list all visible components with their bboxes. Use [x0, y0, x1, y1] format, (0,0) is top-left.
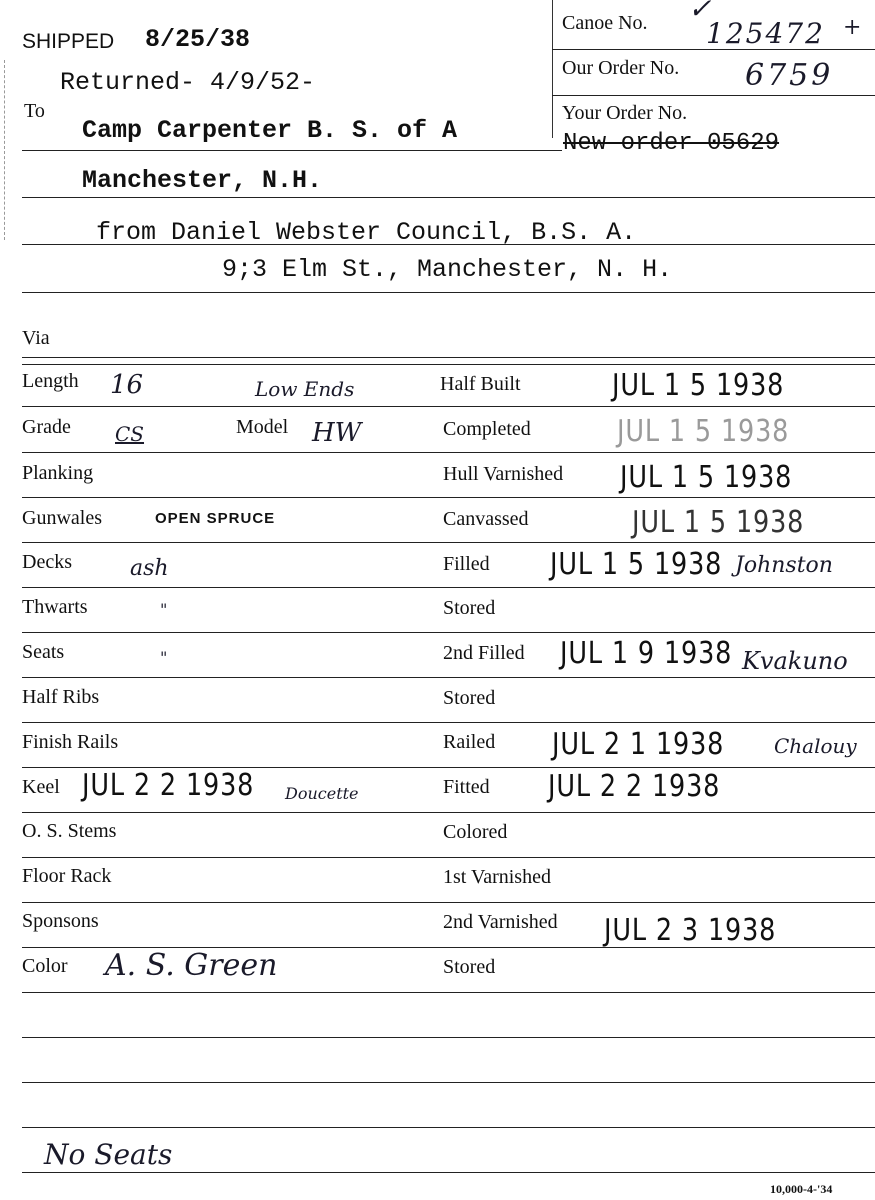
railed-stamp: JUL 2 1 1938	[552, 727, 725, 762]
footer-note: No Seats	[44, 1138, 173, 1171]
row-divider	[22, 677, 875, 678]
length-value: 16	[110, 370, 144, 400]
canvassed-label: Canvassed	[443, 508, 529, 530]
from-line-1: from Daniel Webster Council, B.S. A.	[96, 218, 637, 247]
model-value: HW	[312, 418, 362, 448]
second-filled-signature: Kvakuno	[742, 647, 848, 675]
to-label: To	[24, 100, 45, 122]
stored-label-1: Stored	[443, 597, 496, 619]
gunwales-value: OPEN SPRUCE	[155, 510, 276, 527]
canoe-no-label: Canoe No.	[562, 12, 648, 34]
row-divider	[22, 992, 875, 993]
railed-signature: Chalouy	[774, 734, 857, 758]
via-underline-1	[22, 357, 875, 358]
length-label: Length	[22, 370, 79, 392]
decks-value: ash	[130, 556, 169, 581]
stored-label-3: Stored	[443, 956, 496, 978]
returned-note: Returned- 4/9/52-	[60, 68, 316, 97]
via-underline-2	[22, 364, 875, 365]
from-line-2: 9;3 Elm St., Manchester, N. H.	[222, 255, 673, 284]
filled-stamp: JUL 1 5 1938	[550, 547, 723, 582]
thwarts-value: "	[160, 600, 168, 619]
floor-rack-label: Floor Rack	[22, 865, 112, 887]
os-stems-label: O. S. Stems	[22, 820, 117, 842]
seats-label: Seats	[22, 641, 65, 663]
row-divider	[22, 857, 875, 858]
model-label: Model	[236, 416, 289, 438]
row-divider	[22, 452, 875, 453]
completed-stamp: JUL 1 5 1938	[617, 414, 790, 449]
row-divider	[22, 902, 875, 903]
row-divider	[22, 1082, 875, 1083]
left-margin-tick	[4, 60, 5, 240]
row-divider	[22, 587, 875, 588]
seats-value: "	[160, 648, 168, 667]
canoe-no-value: 125472	[706, 17, 825, 50]
canoe-check-mark: ✓	[688, 0, 712, 25]
keel-label: Keel	[22, 776, 60, 798]
second-varnished-stamp: JUL 2 3 1938	[604, 913, 777, 948]
planking-label: Planking	[22, 462, 94, 484]
to-line-2: Manchester, N.H.	[82, 166, 323, 195]
grade-value: CS	[115, 422, 145, 446]
decks-label: Decks	[22, 551, 72, 573]
via-label: Via	[22, 327, 50, 349]
stored-label-2: Stored	[443, 687, 496, 709]
fitted-stamp: JUL 2 2 1938	[548, 769, 721, 804]
shipped-label: SHIPPED	[22, 30, 115, 53]
colored-label: Colored	[443, 821, 508, 843]
canvassed-stamp: JUL 1 5 1938	[632, 505, 805, 540]
row-divider	[22, 1037, 875, 1038]
your-order-label: Your Order No.	[562, 102, 688, 124]
to-underline-2	[22, 197, 875, 198]
filled-label: Filled	[443, 553, 490, 575]
finish-rails-label: Finish Rails	[22, 731, 119, 753]
canoe-no-dash: +	[843, 15, 862, 40]
railed-label: Railed	[443, 731, 496, 753]
shipped-date: 8/25/38	[145, 25, 251, 54]
gunwales-label: Gunwales	[22, 507, 102, 529]
length-note: Low Ends	[255, 377, 355, 401]
to-line-1: Camp Carpenter B. S. of A	[82, 116, 458, 145]
row-divider	[22, 632, 875, 633]
second-filled-stamp: JUL 1 9 1938	[560, 636, 733, 671]
row-divider	[22, 406, 875, 407]
row-divider	[22, 722, 875, 723]
sponsons-label: Sponsons	[22, 910, 99, 932]
color-label: Color	[22, 955, 68, 977]
order-box-left-border	[552, 0, 553, 138]
first-varnished-label: 1st Varnished	[443, 866, 551, 888]
header-underline	[22, 292, 875, 293]
our-order-label: Our Order No.	[562, 57, 680, 79]
row-divider	[22, 812, 875, 813]
order-box-row-divider	[552, 95, 875, 96]
row-divider	[22, 542, 875, 543]
row-divider	[22, 1172, 875, 1173]
your-order-value: New order 05629	[563, 130, 780, 157]
hull-varnished-stamp: JUL 1 5 1938	[620, 460, 793, 495]
completed-label: Completed	[443, 418, 531, 440]
second-varnished-label: 2nd Varnished	[443, 911, 558, 933]
to-underline	[22, 150, 562, 151]
our-order-value: 6759	[745, 58, 834, 93]
half-built-stamp: JUL 1 5 1938	[612, 368, 785, 403]
half-ribs-label: Half Ribs	[22, 686, 100, 708]
row-divider	[22, 497, 875, 498]
fitted-label: Fitted	[443, 776, 490, 798]
half-built-label: Half Built	[440, 373, 521, 395]
keel-stamp: JUL 2 2 1938	[82, 768, 255, 803]
form-code: 10,000-4-'34	[770, 1182, 833, 1196]
row-divider	[22, 1127, 875, 1128]
keel-signature: Doucette	[285, 784, 359, 803]
thwarts-label: Thwarts	[22, 596, 88, 618]
filled-signature: Johnston	[735, 553, 833, 578]
color-value: A. S. Green	[105, 948, 278, 983]
hull-varnished-label: Hull Varnished	[443, 463, 564, 485]
second-filled-label: 2nd Filled	[443, 642, 525, 664]
grade-label: Grade	[22, 416, 71, 438]
from-underline	[22, 244, 875, 245]
